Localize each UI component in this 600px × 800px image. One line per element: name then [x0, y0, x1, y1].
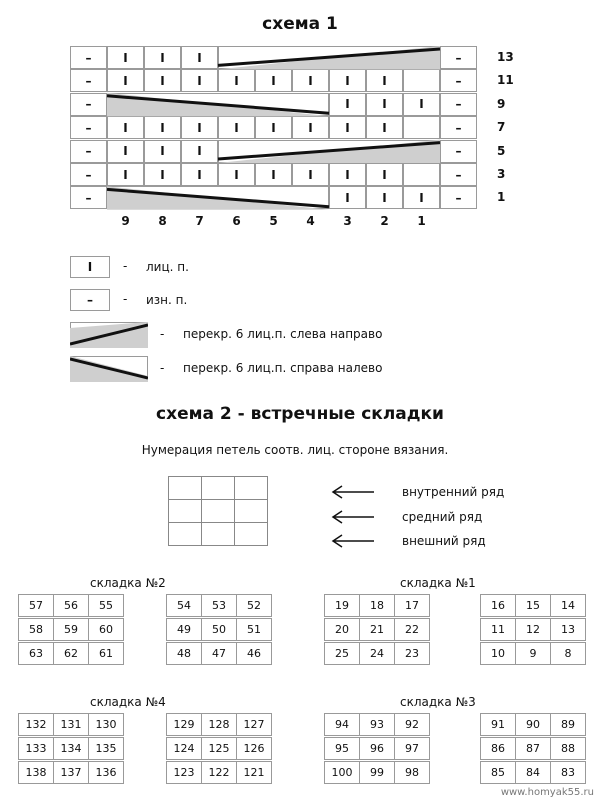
stitch-number-cell: 13 — [550, 618, 586, 641]
stitch-number-cell: 86 — [480, 737, 516, 760]
stitch-number-cell: 136 — [88, 761, 124, 784]
purl-cell: – — [440, 116, 477, 139]
stitch-number-cell: 47 — [201, 642, 237, 665]
knit-cell: I — [181, 46, 218, 69]
knit-cell: I — [366, 69, 403, 92]
stitch-number-cell: 24 — [359, 642, 395, 665]
stitch-number-cell: 127 — [236, 713, 272, 736]
stitch-number-cell: 133 — [18, 737, 54, 760]
stitch-number-cell: 125 — [201, 737, 237, 760]
stitch-number-cell: 88 — [550, 737, 586, 760]
stitch-number-cell: 46 — [236, 642, 272, 665]
knit-cell: I — [329, 116, 366, 139]
stitch-number-cell: 48 — [166, 642, 202, 665]
row-number-label: 13 — [497, 50, 514, 64]
knit-cell: I — [144, 46, 181, 69]
stitch-number-cell: 134 — [53, 737, 89, 760]
row-order-cell — [201, 499, 235, 523]
row-order-cell — [168, 522, 202, 546]
stitch-number-cell: 18 — [359, 594, 395, 617]
knit-cell: I — [292, 116, 329, 139]
stitch-number-cell: 123 — [166, 761, 202, 784]
knit-cell: I — [181, 116, 218, 139]
stitch-number-cell: 19 — [324, 594, 360, 617]
stitch-number-cell: 62 — [53, 642, 89, 665]
stitch-number-cell: 54 — [166, 594, 202, 617]
stitch-number-cell: 99 — [359, 761, 395, 784]
stitch-number-cell: 91 — [480, 713, 516, 736]
stitch-number-cell: 52 — [236, 594, 272, 617]
scheme2-subtitle: Нумерация петель соотв. лиц. стороне вязания. — [141, 443, 449, 457]
watermark: www.homyak55.ru — [500, 787, 594, 798]
stitch-number-cell: 135 — [88, 737, 124, 760]
knit-cell: I — [218, 163, 255, 186]
knit-cell: I — [366, 186, 403, 209]
purl-cell: – — [70, 69, 107, 92]
fold-title: складка №4 — [90, 695, 166, 709]
stitch-number-cell: 129 — [166, 713, 202, 736]
stitch-number-cell: 128 — [201, 713, 237, 736]
knit-cell: I — [181, 69, 218, 92]
purl-cell: – — [70, 140, 107, 163]
stitch-number-cell: 130 — [88, 713, 124, 736]
stitch-number-cell: 10 — [480, 642, 516, 665]
stitch-number-cell: 97 — [394, 737, 430, 760]
stitch-number-cell: 22 — [394, 618, 430, 641]
column-number-label: 7 — [195, 214, 204, 228]
knit-cell: I — [181, 140, 218, 163]
stitch-number-cell: 55 — [88, 594, 124, 617]
stitch-number-cell: 61 — [88, 642, 124, 665]
stitch-number-cell: 96 — [359, 737, 395, 760]
knit-cell: I — [107, 69, 144, 92]
knit-cell: I — [329, 93, 366, 116]
scheme2-title: схема 2 - встречные складки — [156, 404, 444, 424]
knit-cell: I — [107, 46, 144, 69]
row-order-cell — [201, 476, 235, 500]
knit-cell: I — [403, 186, 440, 209]
knit-cell: I — [218, 69, 255, 92]
left-arrow-icon — [330, 534, 376, 548]
legend-text: лиц. п. — [146, 260, 189, 274]
row-number-label: 7 — [497, 120, 506, 135]
knit-cell: I — [292, 69, 329, 92]
stitch-number-cell: 94 — [324, 713, 360, 736]
purl-cell: – — [440, 69, 477, 92]
stitch-number-cell: 15 — [515, 594, 551, 617]
stitch-number-cell: 95 — [324, 737, 360, 760]
knit-cell: I — [107, 140, 144, 163]
knit-cell: I — [329, 186, 366, 209]
row-order-label: средний ряд — [402, 510, 483, 524]
legend-cable-rtl-icon — [70, 356, 148, 382]
legend-text: перекр. 6 лиц.п. слева направо — [183, 327, 383, 341]
legend-dash: - — [123, 292, 128, 306]
purl-cell: – — [440, 93, 477, 116]
fold-title: складка №1 — [400, 576, 476, 590]
knit-cell: I — [329, 163, 366, 186]
stitch-number-cell: 16 — [480, 594, 516, 617]
purl-cell: – — [70, 186, 107, 209]
stitch-number-cell: 56 — [53, 594, 89, 617]
row-number-label: 9 — [497, 96, 506, 111]
knit-cell: I — [255, 69, 292, 92]
stitch-number-cell: 137 — [53, 761, 89, 784]
purl-cell: – — [70, 163, 107, 186]
row-number-label: 5 — [497, 143, 506, 158]
stitch-number-cell: 12 — [515, 618, 551, 641]
purl-cell: – — [70, 93, 107, 116]
knit-cell: I — [144, 69, 181, 92]
fold-title: складка №3 — [400, 695, 476, 709]
row-number-label: 3 — [497, 167, 506, 181]
stitch-number-cell: 17 — [394, 594, 430, 617]
legend-dash: - — [160, 361, 165, 375]
stitch-number-cell: 87 — [515, 737, 551, 760]
stitch-number-cell: 57 — [18, 594, 54, 617]
stitch-number-cell: 60 — [88, 618, 124, 641]
knit-cell: I — [107, 163, 144, 186]
fold-title: складка №2 — [90, 576, 166, 590]
stitch-number-cell: 84 — [515, 761, 551, 784]
stitch-number-cell: 121 — [236, 761, 272, 784]
stitch-number-cell: 138 — [18, 761, 54, 784]
column-number-label: 6 — [232, 214, 241, 228]
purl-cell: – — [440, 46, 477, 69]
column-number-label: 3 — [343, 214, 352, 228]
stitch-number-cell: 93 — [359, 713, 395, 736]
row-order-cell — [168, 476, 202, 500]
knit-cell: I — [403, 93, 440, 116]
column-number-label: 8 — [158, 214, 167, 228]
row-order-cell — [201, 522, 235, 546]
stitch-number-cell: 63 — [18, 642, 54, 665]
stitch-number-cell: 9 — [515, 642, 551, 665]
stitch-number-cell: 89 — [550, 713, 586, 736]
knit-cell: I — [218, 116, 255, 139]
stitch-number-cell: 131 — [53, 713, 89, 736]
legend-text: изн. п. — [146, 293, 188, 307]
stitch-number-cell: 126 — [236, 737, 272, 760]
knit-cell: I — [366, 163, 403, 186]
purl-cell: – — [440, 163, 477, 186]
column-number-label: 2 — [380, 214, 389, 228]
stitch-number-cell: 53 — [201, 594, 237, 617]
knit-cell: I — [144, 116, 181, 139]
row-order-cell — [234, 476, 268, 500]
column-number-label: 5 — [269, 214, 278, 228]
stitch-number-cell: 49 — [166, 618, 202, 641]
stitch-number-cell: 124 — [166, 737, 202, 760]
scheme1-title: схема 1 — [262, 14, 338, 34]
purl-cell: – — [440, 140, 477, 163]
stitch-number-cell: 58 — [18, 618, 54, 641]
column-number-label: 1 — [417, 214, 426, 228]
row-order-cell — [234, 522, 268, 546]
stitch-number-cell: 90 — [515, 713, 551, 736]
cable-overlay — [70, 46, 483, 210]
stitch-number-cell: 14 — [550, 594, 586, 617]
stitch-number-cell: 132 — [18, 713, 54, 736]
row-order-cell — [234, 499, 268, 523]
knit-cell: I — [181, 163, 218, 186]
knit-cell: I — [255, 163, 292, 186]
purl-cell: – — [70, 116, 107, 139]
legend-dash: - — [160, 327, 165, 341]
purl-cell: – — [440, 186, 477, 209]
stitch-number-cell: 98 — [394, 761, 430, 784]
legend-text: перекр. 6 лиц.п. справа налево — [183, 361, 383, 375]
stitch-number-cell: 23 — [394, 642, 430, 665]
stitch-number-cell: 21 — [359, 618, 395, 641]
row-order-label: внешний ряд — [402, 534, 486, 548]
stitch-number-cell: 100 — [324, 761, 360, 784]
row-number-label: 11 — [497, 73, 514, 88]
row-order-label: внутренний ряд — [402, 485, 505, 499]
stitch-number-cell: 83 — [550, 761, 586, 784]
knit-cell: I — [292, 163, 329, 186]
stitch-number-cell: 11 — [480, 618, 516, 641]
column-number-label: 9 — [121, 214, 130, 228]
row-order-cell — [168, 499, 202, 523]
stitch-number-cell: 51 — [236, 618, 272, 641]
knit-cell: I — [329, 69, 366, 92]
legend-cable-ltr-icon — [70, 322, 148, 348]
knit-cell: I — [366, 93, 403, 116]
stitch-number-cell: 25 — [324, 642, 360, 665]
stitch-number-cell: 92 — [394, 713, 430, 736]
legend-knit-symbol: I — [70, 256, 110, 278]
left-arrow-icon — [330, 510, 376, 524]
row-number-label: 1 — [497, 190, 506, 205]
column-number-label: 4 — [306, 214, 315, 228]
stitch-number-cell: 59 — [53, 618, 89, 641]
legend-dash: - — [123, 259, 128, 273]
knit-cell: I — [107, 116, 144, 139]
left-arrow-icon — [330, 485, 376, 499]
stitch-number-cell: 20 — [324, 618, 360, 641]
stitch-number-cell: 8 — [550, 642, 586, 665]
stitch-number-cell: 85 — [480, 761, 516, 784]
purl-cell: – — [70, 46, 107, 69]
scheme1-chart — [70, 46, 514, 210]
knit-cell: I — [144, 140, 181, 163]
knit-cell: I — [144, 163, 181, 186]
stitch-number-cell: 122 — [201, 761, 237, 784]
knit-cell: I — [255, 116, 292, 139]
knit-cell: I — [366, 116, 403, 139]
legend-purl-symbol: – — [70, 289, 110, 311]
stitch-number-cell: 50 — [201, 618, 237, 641]
